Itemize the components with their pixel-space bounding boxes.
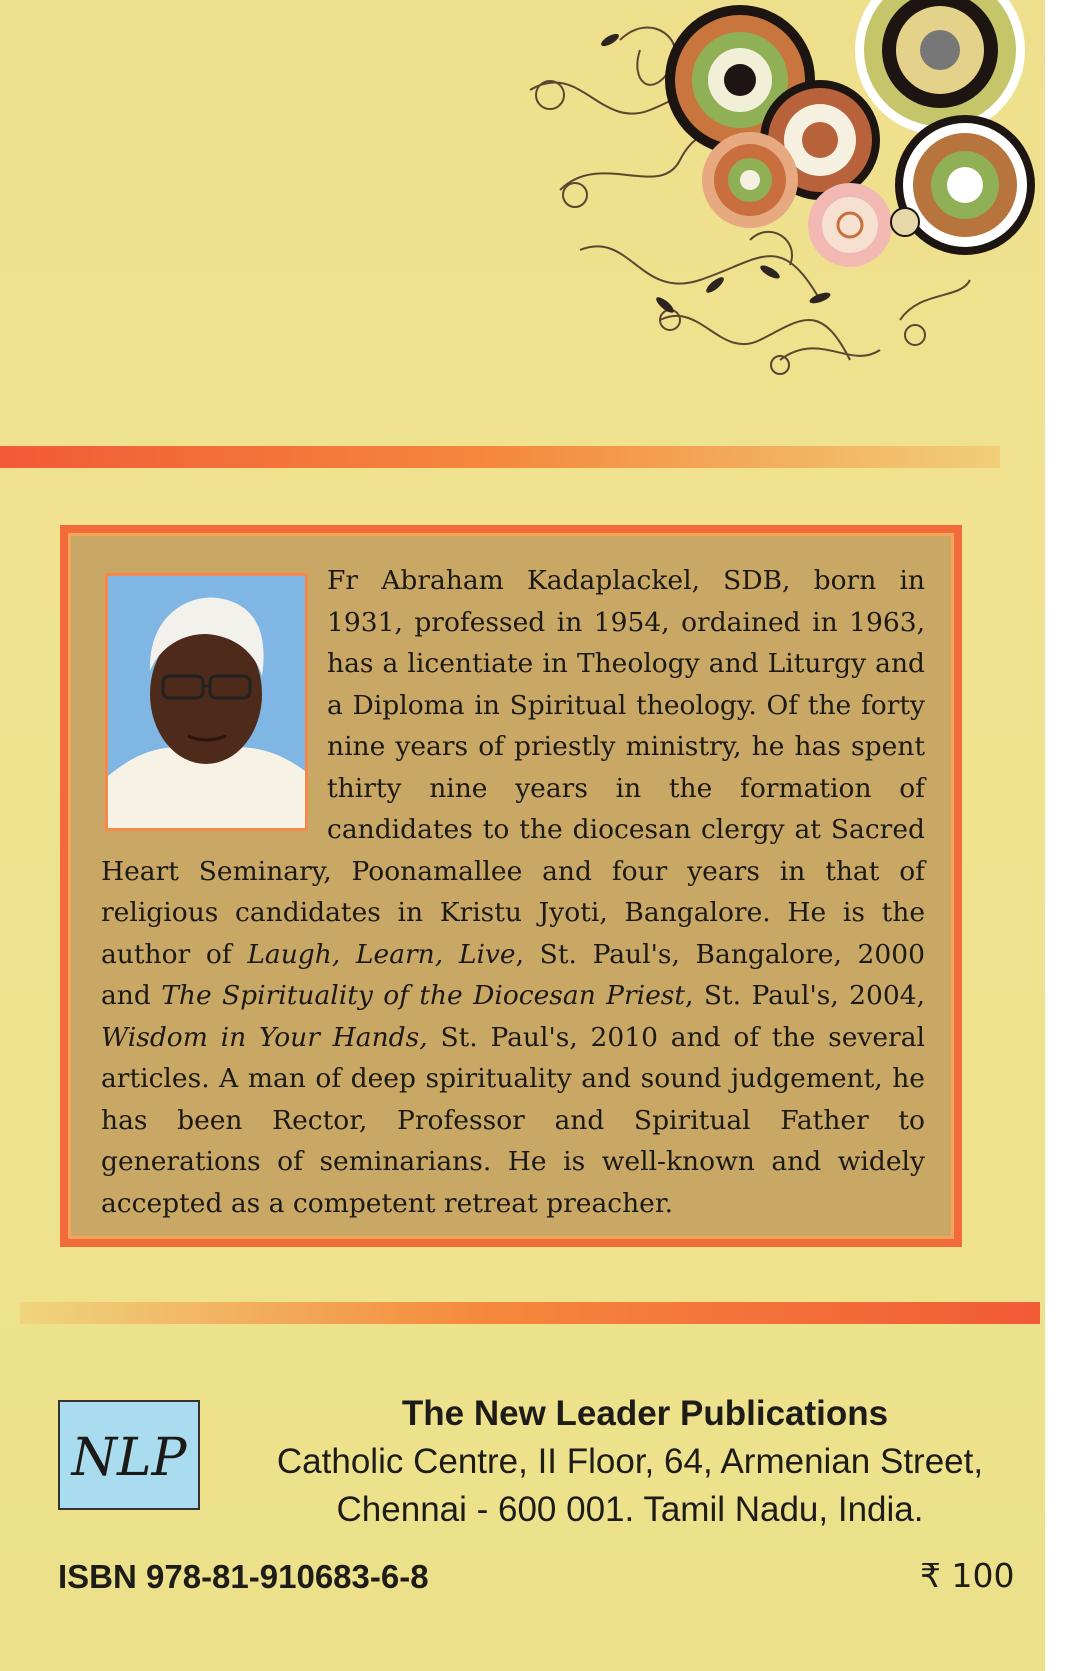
price: ₹ 100: [920, 1556, 1015, 1595]
publisher-info: [230, 1390, 1030, 1534]
publisher-name: The New Leader Publications: [401, 1394, 889, 1433]
bottom-stripe: [20, 1302, 1040, 1324]
bio-part-4: St. Paul's, 2010 and of the several articles. A man of deep spirituality and sound judgement, he has been Rector, Professor and Spiritual Father to generations of seminarians. He is well-known and widely accepted as a competent retreat preacher.: [101, 1021, 925, 1219]
bio-part-2: , St. Paul's, Bangalore, 2000 and: [101, 938, 925, 1011]
top-stripe: [0, 446, 1000, 468]
bio-part-1: Fr Abraham Kadaplackel, SDB, born in 1931, professed in 1954, ordained in 1963, has a licentiate in Theology and Liturgy and a Diploma in Spiritual theology. Of the forty nine years of priestly ministry, he has spent thirty nine years in the formation of candidates to the diocesan clergy at Sacred Heart Seminary, Poonamallee and four years in that of religious candidates in Kristu Jyoti, Bangalore. He is the author of: [101, 565, 925, 970]
publisher-address-line2: Chennai - 600 001. Tamil Nadu, India.: [336, 1490, 924, 1529]
author-bio-panel: [60, 525, 962, 1247]
author-bio-text: [101, 560, 925, 1224]
nlp-logo-icon: [69, 1415, 189, 1495]
book-title-1: Laugh, Learn, Live: [247, 938, 516, 970]
scan-edge: [1045, 0, 1085, 1671]
book-title-3: Wisdom in Your Hands,: [101, 1021, 428, 1053]
publisher-logo: [58, 1400, 200, 1510]
isbn: ISBN 978-81-910683-6-8: [58, 1558, 429, 1595]
book-title-2: The Spirituality of the Diocesan Priest: [161, 980, 686, 1011]
svg-text:NLP: NLP: [71, 1428, 187, 1488]
floral-ornament-icon: [520, 0, 1045, 400]
publisher-address-line1: Catholic Centre, II Floor, 64, Armenian Street,: [276, 1442, 984, 1481]
bio-part-3: , St. Paul's, 2004,: [685, 980, 925, 1011]
